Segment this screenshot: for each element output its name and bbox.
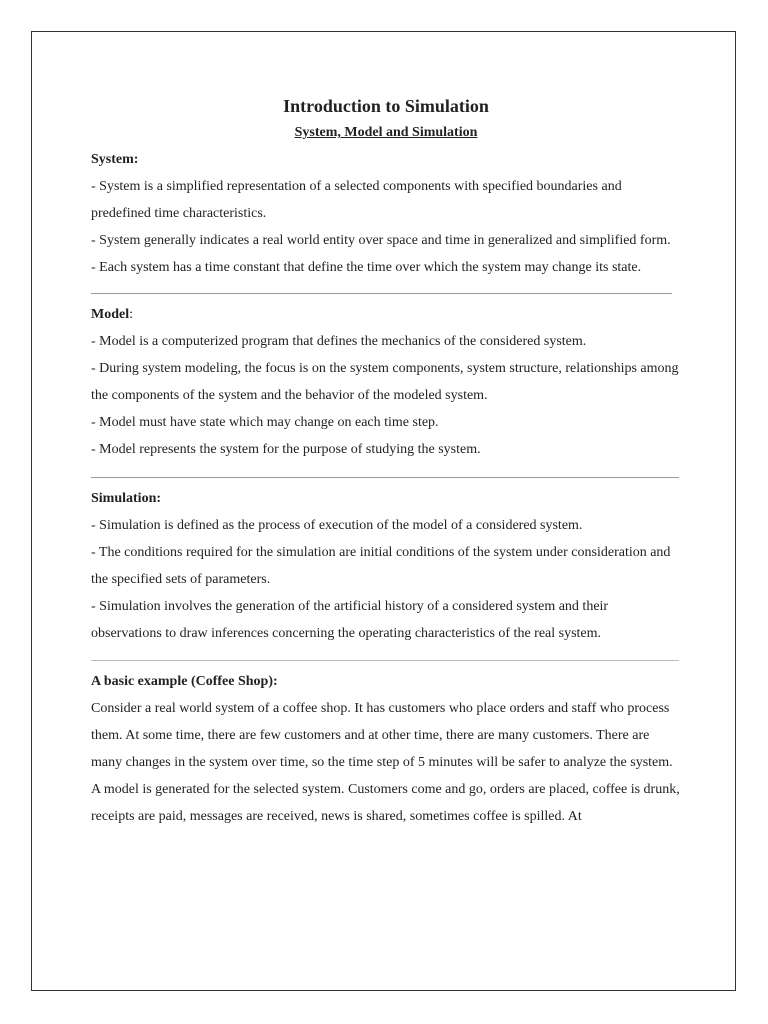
system-paragraph-3: - Each system has a time constant that define the time over which the system may change its state. (91, 260, 642, 275)
section-model (91, 301, 681, 463)
example-paragraph-2: A model is generated for the selected system. Customers come and go, orders are placed, coffee is drunk, receipts are paid, messages are received, news is shared, sometimes coffee is spilled. At (91, 782, 680, 824)
section-simulation (91, 485, 681, 647)
section-heading-example: A basic example (Coffee Shop): (91, 674, 278, 689)
section-system (91, 146, 681, 281)
document-subtitle: System, Model and Simulation (294, 125, 478, 140)
section-coffee-shop-example (91, 668, 681, 830)
section-heading-model-label: Model (91, 307, 130, 322)
section-heading-model (91, 301, 681, 328)
section-heading-simulation: Simulation: (91, 491, 162, 506)
simulation-paragraph-3: - Simulation involves the generation of the artificial history of a considered system and their observations to draw inferences concerning the operating characteristics of the real system. (91, 599, 609, 641)
model-paragraph-3: - Model must have state which may change on each time step. (91, 415, 439, 430)
section-heading-system: System: (91, 152, 139, 167)
simulation-paragraph-2: - The conditions required for the simulation are initial conditions of the system under consideration and the specified sets of parameters. (91, 545, 671, 587)
model-paragraph-1: - Model is a computerized program that defines the mechanics of the considered system. (91, 334, 587, 349)
document-page (31, 31, 736, 991)
section-divider (91, 477, 679, 478)
model-paragraph-2: - During system modeling, the focus is on the system components, system structure, relationships among the components of the system and the behavior of the modeled system. (91, 361, 679, 403)
model-paragraph-4: - Model represents the system for the purpose of studying the system. (91, 442, 481, 457)
section-divider (91, 293, 672, 294)
document-content (91, 92, 681, 830)
example-paragraph-1: Consider a real world system of a coffee shop. It has customers who place orders and staff who process them. At some time, there are few customers and at other time, there are many customers. There are many changes in the system over time, so the time step of 5 minutes will be safer to analyze the system. (91, 701, 673, 770)
system-paragraph-1: - System is a simplified representation of a selected components with specified boundaries and predefined time characteristics. (91, 179, 622, 221)
system-paragraph-2: - System generally indicates a real world entity over space and time in generalized and simplified form. (91, 233, 671, 248)
section-divider (91, 660, 679, 661)
section-heading-model-colon: : (129, 307, 133, 322)
simulation-paragraph-1: - Simulation is defined as the process of execution of the model of a considered system. (91, 518, 583, 533)
document-title: Introduction to Simulation (283, 96, 489, 116)
